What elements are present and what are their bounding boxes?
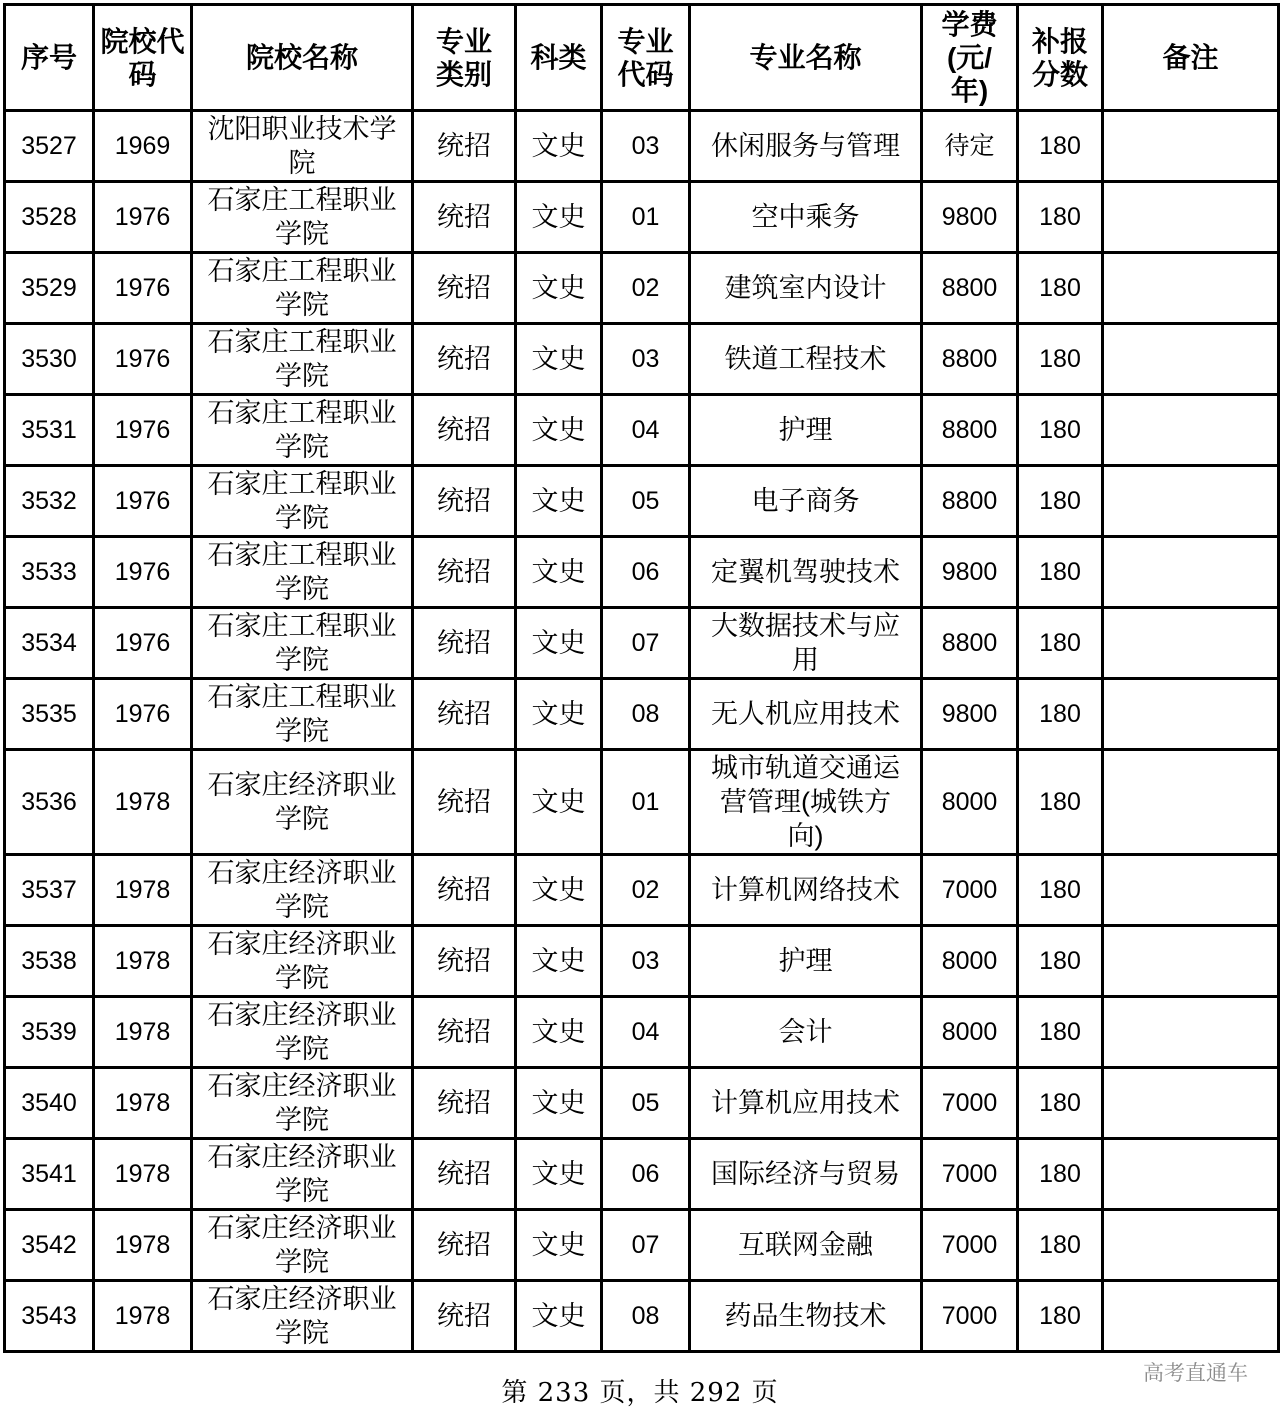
- cell-subject-type: 文史: [516, 997, 602, 1068]
- header-row: [5, 5, 1279, 111]
- cell-school-code: 1976: [94, 253, 192, 324]
- header-category: 专业 类别: [413, 5, 516, 111]
- cell-category: 统招: [413, 1139, 516, 1210]
- table-row: [5, 324, 1279, 395]
- cell-category: 统招: [413, 1210, 516, 1281]
- cell-category: 统招: [413, 1281, 516, 1352]
- cell-subject-type: 文史: [516, 1068, 602, 1139]
- cell-school-code: 1976: [94, 679, 192, 750]
- cell-major-code: 05: [602, 1068, 690, 1139]
- cell-school-name: [192, 750, 413, 855]
- cell-major-code: 06: [602, 1139, 690, 1210]
- cell-seq: 3538: [5, 926, 94, 997]
- cell-score: 180: [1018, 466, 1103, 537]
- header-subject-type: 科类: [516, 5, 602, 111]
- cell-school-code: 1978: [94, 1281, 192, 1352]
- cell-major-code: 07: [602, 1210, 690, 1281]
- cell-category: 统招: [413, 679, 516, 750]
- cell-score: 180: [1018, 855, 1103, 926]
- cell-major-code: 01: [602, 182, 690, 253]
- cell-tuition: 7000: [922, 1139, 1018, 1210]
- cell-school-name-text: 石家庄经济职业学院: [207, 929, 397, 993]
- cell-school-name: [192, 395, 413, 466]
- cell-remark: [1103, 395, 1279, 466]
- cell-remark: [1103, 182, 1279, 253]
- cell-score: 180: [1018, 537, 1103, 608]
- cell-major-code: 05: [602, 466, 690, 537]
- cell-remark: [1103, 679, 1279, 750]
- table-row: [5, 1210, 1279, 1281]
- cell-tuition: 8000: [922, 750, 1018, 855]
- cell-subject-type: 文史: [516, 111, 602, 182]
- cell-remark: [1103, 1139, 1279, 1210]
- cell-school-name: [192, 324, 413, 395]
- cell-school-name: [192, 466, 413, 537]
- cell-major-code: 03: [602, 111, 690, 182]
- cell-school-name: [192, 1139, 413, 1210]
- cell-seq: 3532: [5, 466, 94, 537]
- cell-tuition: 8800: [922, 395, 1018, 466]
- cell-subject-type: 文史: [516, 750, 602, 855]
- cell-score: 180: [1018, 608, 1103, 679]
- cell-score: 180: [1018, 253, 1103, 324]
- cell-major-name-text: 休闲服务与管理: [711, 131, 900, 161]
- table-row: [5, 182, 1279, 253]
- cell-tuition: 9800: [922, 537, 1018, 608]
- cell-category: 统招: [413, 537, 516, 608]
- table-header: [5, 5, 1279, 111]
- cell-score: 180: [1018, 324, 1103, 395]
- table-row: [5, 253, 1279, 324]
- cell-seq: 3543: [5, 1281, 94, 1352]
- cell-school-code: 1978: [94, 855, 192, 926]
- cell-category: 统招: [413, 1068, 516, 1139]
- cell-remark: [1103, 855, 1279, 926]
- cell-school-name-text: 石家庄经济职业学院: [207, 770, 397, 834]
- cell-subject-type: 文史: [516, 182, 602, 253]
- cell-school-name-text: 石家庄工程职业学院: [207, 469, 397, 533]
- cell-major-name: [690, 750, 922, 855]
- cell-seq: 3534: [5, 608, 94, 679]
- cell-category: 统招: [413, 182, 516, 253]
- cell-school-name-text: 石家庄工程职业学院: [207, 540, 397, 604]
- cell-tuition: 8800: [922, 324, 1018, 395]
- cell-major-code: 04: [602, 997, 690, 1068]
- cell-seq: 3528: [5, 182, 94, 253]
- cell-school-name-text: 石家庄经济职业学院: [207, 1071, 397, 1135]
- table-body: [5, 111, 1279, 1352]
- cell-tuition: 7000: [922, 855, 1018, 926]
- cell-school-code: 1978: [94, 1068, 192, 1139]
- cell-seq: 3536: [5, 750, 94, 855]
- cell-seq: 3530: [5, 324, 94, 395]
- cell-subject-type: 文史: [516, 1210, 602, 1281]
- cell-major-code: 01: [602, 750, 690, 855]
- header-score: 补报 分数: [1018, 5, 1103, 111]
- cell-score: 180: [1018, 111, 1103, 182]
- cell-subject-type: 文史: [516, 324, 602, 395]
- cell-school-name-text: 石家庄工程职业学院: [207, 398, 397, 462]
- cell-school-name-text: 石家庄经济职业学院: [207, 858, 397, 922]
- cell-school-code: 1978: [94, 1139, 192, 1210]
- cell-category: 统招: [413, 324, 516, 395]
- cell-major-code: 06: [602, 537, 690, 608]
- cell-score: 180: [1018, 395, 1103, 466]
- cell-tuition: 待定: [922, 111, 1018, 182]
- cell-school-code: 1969: [94, 111, 192, 182]
- table-row: [5, 679, 1279, 750]
- cell-category: 统招: [413, 608, 516, 679]
- cell-major-name: [690, 182, 922, 253]
- cell-school-name: [192, 111, 413, 182]
- cell-remark: [1103, 1068, 1279, 1139]
- page-number-footer: 第 233 页，共 292 页: [501, 1378, 779, 1408]
- cell-major-code: 02: [602, 855, 690, 926]
- cell-category: 统招: [413, 855, 516, 926]
- cell-major-name-text: 无人机应用技术: [711, 699, 900, 729]
- cell-category: 统招: [413, 466, 516, 537]
- cell-major-code: 07: [602, 608, 690, 679]
- table-row: [5, 1068, 1279, 1139]
- cell-school-name-text: 石家庄工程职业学院: [207, 256, 397, 320]
- cell-subject-type: 文史: [516, 1281, 602, 1352]
- cell-major-name-text: 定翼机驾驶技术: [711, 557, 900, 587]
- table-row: [5, 395, 1279, 466]
- cell-subject-type: 文史: [516, 1139, 602, 1210]
- cell-major-code: 03: [602, 926, 690, 997]
- cell-school-name-text: 石家庄经济职业学院: [207, 1142, 397, 1206]
- cell-score: 180: [1018, 182, 1103, 253]
- admission-table: [3, 3, 1280, 1353]
- cell-remark: [1103, 111, 1279, 182]
- cell-major-name-text: 计算机网络技术: [711, 875, 900, 905]
- cell-seq: 3527: [5, 111, 94, 182]
- cell-major-name: [690, 1281, 922, 1352]
- cell-remark: [1103, 997, 1279, 1068]
- table-row: [5, 608, 1279, 679]
- cell-major-name: [690, 253, 922, 324]
- cell-school-name-text: 石家庄工程职业学院: [207, 185, 397, 249]
- cell-category: 统招: [413, 395, 516, 466]
- cell-school-code: 1978: [94, 926, 192, 997]
- cell-major-name-text: 电子商务: [751, 486, 860, 516]
- header-school-code: 院校代 码: [94, 5, 192, 111]
- cell-school-name-text: 石家庄经济职业学院: [207, 1213, 397, 1277]
- table-row: [5, 855, 1279, 926]
- cell-school-name: [192, 608, 413, 679]
- cell-school-name: [192, 1068, 413, 1139]
- cell-school-name-text: 石家庄工程职业学院: [207, 327, 397, 391]
- cell-major-name-text: 城市轨道交通运营管理(城铁方向): [711, 753, 900, 851]
- cell-subject-type: 文史: [516, 395, 602, 466]
- cell-major-name: [690, 395, 922, 466]
- cell-tuition: 8000: [922, 926, 1018, 997]
- header-remark: 备注: [1103, 5, 1279, 111]
- cell-category: 统招: [413, 997, 516, 1068]
- watermark-text: 高考直通车: [1143, 1361, 1248, 1385]
- cell-school-name-text: 石家庄经济职业学院: [207, 1284, 397, 1348]
- cell-category: 统招: [413, 926, 516, 997]
- cell-seq: 3529: [5, 253, 94, 324]
- cell-major-name-text: 护理: [778, 946, 833, 976]
- cell-seq: 3542: [5, 1210, 94, 1281]
- cell-tuition: 7000: [922, 1281, 1018, 1352]
- cell-subject-type: 文史: [516, 855, 602, 926]
- cell-score: 180: [1018, 1139, 1103, 1210]
- cell-major-name: [690, 679, 922, 750]
- cell-major-name-text: 空中乘务: [751, 202, 860, 232]
- cell-major-name: [690, 1068, 922, 1139]
- header-major-name: 专业名称: [690, 5, 922, 111]
- cell-category: 统招: [413, 750, 516, 855]
- cell-major-code: 08: [602, 679, 690, 750]
- header-tuition: 学费 (元/ 年): [922, 5, 1018, 111]
- cell-tuition: 8800: [922, 608, 1018, 679]
- cell-remark: [1103, 466, 1279, 537]
- cell-score: 180: [1018, 997, 1103, 1068]
- cell-school-name: [192, 182, 413, 253]
- cell-school-name-text: 石家庄工程职业学院: [207, 611, 397, 675]
- cell-tuition: 8800: [922, 253, 1018, 324]
- cell-subject-type: 文史: [516, 679, 602, 750]
- cell-score: 180: [1018, 1068, 1103, 1139]
- cell-major-name-text: 护理: [778, 415, 833, 445]
- cell-major-name: [690, 1139, 922, 1210]
- cell-major-name-text: 建筑室内设计: [724, 273, 887, 303]
- cell-school-code: 1976: [94, 466, 192, 537]
- cell-score: 180: [1018, 750, 1103, 855]
- cell-subject-type: 文史: [516, 466, 602, 537]
- table-row: [5, 466, 1279, 537]
- cell-school-name-text: 石家庄工程职业学院: [207, 682, 397, 746]
- table-row: [5, 111, 1279, 182]
- cell-school-name: [192, 1210, 413, 1281]
- cell-school-code: 1976: [94, 608, 192, 679]
- cell-school-name: [192, 679, 413, 750]
- cell-seq: 3533: [5, 537, 94, 608]
- cell-remark: [1103, 324, 1279, 395]
- cell-major-name: [690, 608, 922, 679]
- table-row: [5, 537, 1279, 608]
- cell-remark: [1103, 253, 1279, 324]
- cell-major-name: [690, 997, 922, 1068]
- cell-school-code: 1976: [94, 324, 192, 395]
- header-school-name: 院校名称: [192, 5, 413, 111]
- cell-tuition: 7000: [922, 1068, 1018, 1139]
- cell-major-name: [690, 855, 922, 926]
- cell-score: 180: [1018, 1210, 1103, 1281]
- cell-tuition: 7000: [922, 1210, 1018, 1281]
- cell-remark: [1103, 750, 1279, 855]
- cell-seq: 3540: [5, 1068, 94, 1139]
- cell-school-code: 1978: [94, 997, 192, 1068]
- cell-school-name: [192, 537, 413, 608]
- cell-score: 180: [1018, 679, 1103, 750]
- table-row: [5, 926, 1279, 997]
- cell-major-name-text: 计算机应用技术: [711, 1088, 900, 1118]
- header-seq: 序号: [5, 5, 94, 111]
- cell-school-code: 1976: [94, 395, 192, 466]
- cell-school-name-text: 沈阳职业技术学院: [207, 114, 397, 178]
- cell-major-code: 04: [602, 395, 690, 466]
- cell-subject-type: 文史: [516, 253, 602, 324]
- cell-remark: [1103, 537, 1279, 608]
- cell-school-name: [192, 855, 413, 926]
- cell-school-name-text: 石家庄经济职业学院: [207, 1000, 397, 1064]
- cell-major-code: 02: [602, 253, 690, 324]
- cell-score: 180: [1018, 1281, 1103, 1352]
- cell-remark: [1103, 926, 1279, 997]
- table-row: [5, 1281, 1279, 1352]
- cell-seq: 3541: [5, 1139, 94, 1210]
- cell-major-name-text: 铁道工程技术: [724, 344, 887, 374]
- cell-major-name-text: 药品生物技术: [724, 1301, 887, 1331]
- header-major-code: 专业 代码: [602, 5, 690, 111]
- cell-school-name: [192, 926, 413, 997]
- cell-school-code: 1976: [94, 182, 192, 253]
- cell-category: 统招: [413, 253, 516, 324]
- cell-school-code: 1978: [94, 1210, 192, 1281]
- cell-subject-type: 文史: [516, 537, 602, 608]
- cell-seq: 3535: [5, 679, 94, 750]
- cell-remark: [1103, 1210, 1279, 1281]
- cell-seq: 3531: [5, 395, 94, 466]
- cell-major-name-text: 会计: [778, 1017, 833, 1047]
- cell-school-name: [192, 253, 413, 324]
- table-row: [5, 750, 1279, 855]
- cell-major-name: [690, 537, 922, 608]
- cell-school-code: 1978: [94, 750, 192, 855]
- cell-category: 统招: [413, 111, 516, 182]
- cell-major-name: [690, 926, 922, 997]
- cell-subject-type: 文史: [516, 608, 602, 679]
- cell-major-name-text: 大数据技术与应用: [711, 611, 900, 675]
- cell-major-name: [690, 1210, 922, 1281]
- cell-remark: [1103, 608, 1279, 679]
- cell-seq: 3537: [5, 855, 94, 926]
- cell-school-name: [192, 997, 413, 1068]
- cell-major-name-text: 国际经济与贸易: [711, 1159, 900, 1189]
- cell-major-name: [690, 466, 922, 537]
- cell-major-name-text: 互联网金融: [738, 1230, 873, 1260]
- cell-subject-type: 文史: [516, 926, 602, 997]
- cell-school-code: 1976: [94, 537, 192, 608]
- table-row: [5, 997, 1279, 1068]
- cell-score: 180: [1018, 926, 1103, 997]
- cell-tuition: 8800: [922, 466, 1018, 537]
- cell-tuition: 9800: [922, 679, 1018, 750]
- cell-major-code: 08: [602, 1281, 690, 1352]
- table-row: [5, 1139, 1279, 1210]
- cell-major-code: 03: [602, 324, 690, 395]
- cell-major-name: [690, 324, 922, 395]
- cell-major-name: [690, 111, 922, 182]
- cell-seq: 3539: [5, 997, 94, 1068]
- cell-remark: [1103, 1281, 1279, 1352]
- cell-tuition: 9800: [922, 182, 1018, 253]
- cell-school-name: [192, 1281, 413, 1352]
- cell-tuition: 8000: [922, 997, 1018, 1068]
